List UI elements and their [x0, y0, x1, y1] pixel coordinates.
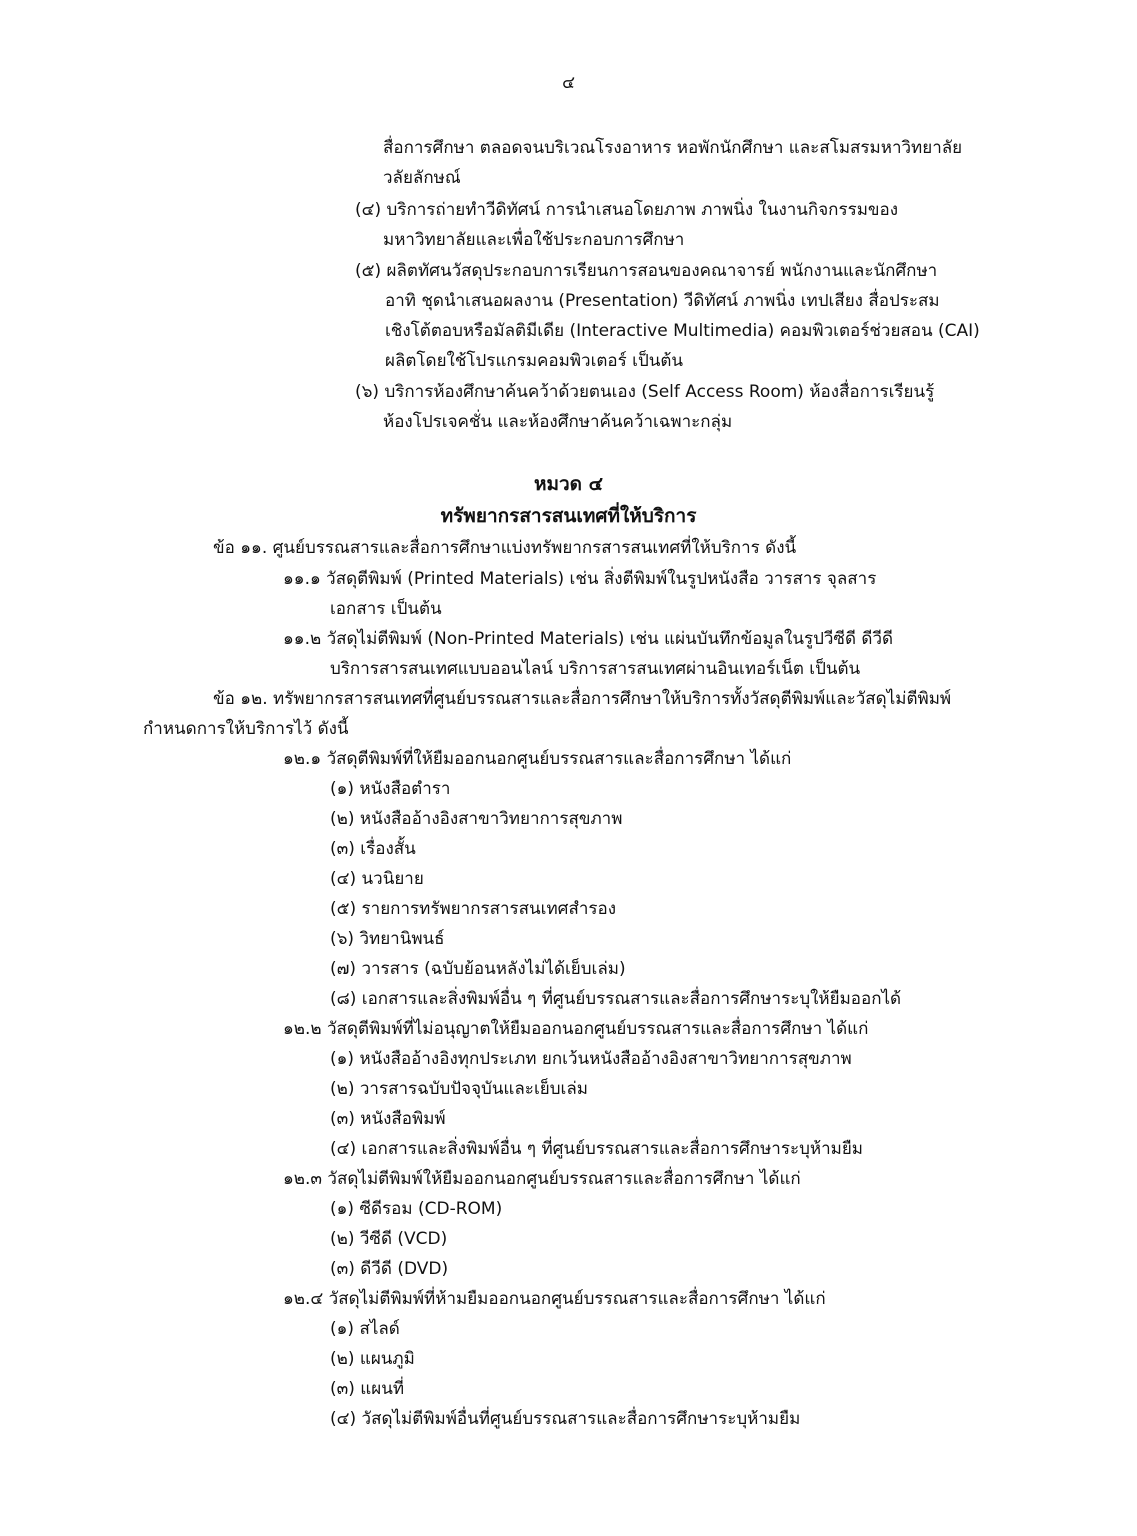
intro-line: สื่อการศึกษา ตลอดจนบริเวณโรงอาหาร หอพักนักศึกษา และสโมสรมหาวิทยาลัย: [383, 138, 963, 158]
clause-11-2: ๑๑.๒ วัสดุไม่ตีพิมพ์ (Non-Printed Materials) เช่น แผ่นบันทึกข้อมูลในรูปวีซีดี ดีวีดี: [283, 629, 894, 649]
page-number: ๔: [562, 73, 575, 93]
clause-11-2-cont: บริการสารสนเทศแบบออนไลน์ บริการสารสนเทศผ่านอินเทอร์เน็ต เป็นต้น: [330, 659, 861, 679]
list-item: (๓) เรื่องสั้น: [330, 839, 416, 859]
list-item: (๔) วัสดุไม่ตีพิมพ์อื่นที่ศูนย์บรรณสารและสื่อการศึกษาระบุห้ามยืม: [330, 1409, 801, 1429]
clause-12-1: ๑๒.๑ วัสดุตีพิมพ์ที่ให้ยืมออกนอกศูนย์บรรณสารและสื่อการศึกษา ได้แก่: [283, 749, 792, 769]
list-item: (๑) สไลด์: [330, 1319, 400, 1339]
chapter-title: ทรัพยากรสารสนเทศที่ให้บริการ: [440, 505, 697, 527]
service-item-5-cont: อาทิ ชุดนำเสนอผลงาน (Presentation) วีดิทัศน์ ภาพนิ่ง เทปเสียง สื่อประสม: [385, 291, 940, 311]
clause-12-cont: กำหนดการให้บริการไว้ ดังนี้: [143, 719, 349, 739]
list-item: (๒) หนังสืออ้างอิงสาขาวิทยาการสุขภาพ: [330, 809, 623, 829]
clause-12-2: ๑๒.๒ วัสดุตีพิมพ์ที่ไม่อนุญาตให้ยืมออกนอกศูนย์บรรณสารและสื่อการศึกษา ได้แก่: [283, 1019, 869, 1039]
list-item: (๕) รายการทรัพยากรสารสนเทศสำรอง: [330, 899, 617, 919]
service-item-4: (๔) บริการถ่ายทำวีดิทัศน์ การนำเสนอโดยภาพ ภาพนิ่ง ในงานกิจกรรมของ: [355, 200, 899, 220]
service-item-5: (๕) ผลิตทัศนวัสดุประกอบการเรียนการสอนของคณาจารย์ พนักงานและนักศึกษา: [355, 261, 938, 281]
clause-12-3: ๑๒.๓ วัสดุไม่ตีพิมพ์ให้ยืมออกนอกศูนย์บรรณสารและสื่อการศึกษา ได้แก่: [283, 1169, 801, 1189]
list-item: (๑) หนังสืออ้างอิงทุกประเภท ยกเว้นหนังสืออ้างอิงสาขาวิทยาการสุขภาพ: [330, 1049, 852, 1069]
service-item-5-cont: ผลิตโดยใช้โปรแกรมคอมพิวเตอร์ เป็นต้น: [385, 351, 684, 371]
list-item: (๔) เอกสารและสิ่งพิมพ์อื่น ๆ ที่ศูนย์บรรณสารและสื่อการศึกษาระบุห้ามยืม: [330, 1139, 864, 1159]
list-item: (๗) วารสาร (ฉบับย้อนหลังไม่ได้เย็บเล่ม): [330, 959, 626, 979]
clause-11-1: ๑๑.๑ วัสดุตีพิมพ์ (Printed Materials) เช่น สิ่งตีพิมพ์ในรูปหนังสือ วารสาร จุลสาร: [283, 569, 877, 589]
list-item: (๑) ซีดีรอม (CD-ROM): [330, 1199, 503, 1219]
list-item: (๓) หนังสือพิมพ์: [330, 1109, 446, 1129]
service-item-6-cont: ห้องโปรเจคชั่น และห้องศึกษาค้นคว้าเฉพาะกลุ่ม: [383, 412, 733, 432]
list-item: (๒) วารสารฉบับปัจจุบันและเย็บเล่ม: [330, 1079, 588, 1099]
list-item: (๔) นวนิยาย: [330, 869, 424, 889]
list-item: (๘) เอกสารและสิ่งพิมพ์อื่น ๆ ที่ศูนย์บรรณสารและสื่อการศึกษาระบุให้ยืมออกได้: [330, 989, 902, 1009]
clause-12-4: ๑๒.๔ วัสดุไม่ตีพิมพ์ที่ห้ามยืมออกนอกศูนย์บรรณสารและสื่อการศึกษา ได้แก่: [283, 1289, 826, 1309]
service-item-6: (๖) บริการห้องศึกษาค้นคว้าด้วยตนเอง (Self Access Room) ห้องสื่อการเรียนรู้: [355, 382, 935, 402]
list-item: (๒) แผนภูมิ: [330, 1349, 415, 1369]
list-item: (๓) ดีวีดี (DVD): [330, 1259, 449, 1279]
chapter-heading: หมวด ๔: [533, 473, 604, 495]
clause-11-1-cont: เอกสาร เป็นต้น: [330, 599, 442, 619]
clause-12: ข้อ ๑๒. ทรัพยากรสารสนเทศที่ศูนย์บรรณสารและสื่อการศึกษาให้บริการทั้งวัสดุตีพิมพ์และวัสดุไม่ตีพิมพ์: [213, 689, 952, 709]
service-item-4-cont: มหาวิทยาลัยและเพื่อใช้ประกอบการศึกษา: [383, 230, 685, 250]
clause-11: ข้อ ๑๑. ศูนย์บรรณสารและสื่อการศึกษาแบ่งทรัพยากรสารสนเทศที่ให้บริการ ดังนี้: [213, 538, 797, 558]
list-item: (๑) หนังสือตำรา: [330, 779, 451, 799]
list-item: (๖) วิทยานิพนธ์: [330, 929, 445, 949]
list-item: (๒) วีซีดี (VCD): [330, 1229, 448, 1249]
service-item-5-cont: เชิงโต้ตอบหรือมัลติมีเดีย (Interactive Multimedia) คอมพิวเตอร์ช่วยสอน (CAI): [385, 321, 980, 341]
list-item: (๓) แผนที่: [330, 1379, 405, 1399]
intro-line: วลัยลักษณ์: [383, 168, 461, 188]
